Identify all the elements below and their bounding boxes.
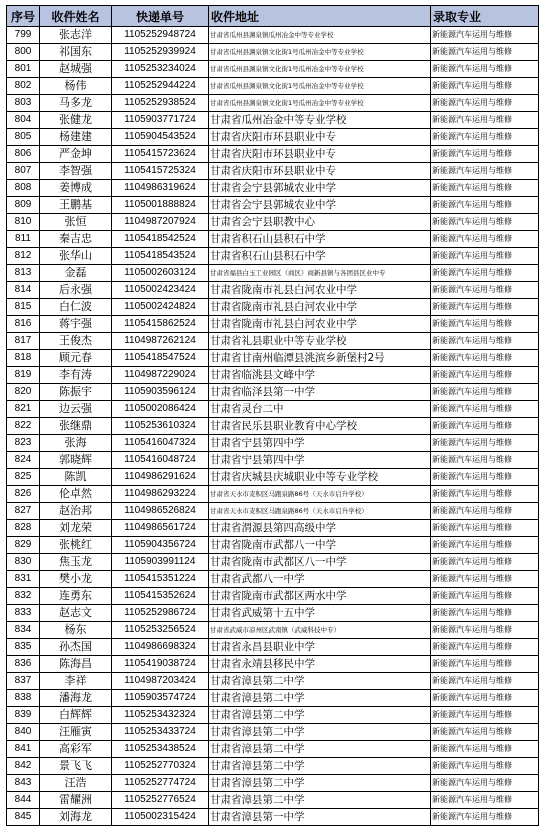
- recipient-address-cell: 甘肃省积石山县积石中学: [209, 248, 431, 265]
- table-row: [7, 418, 539, 435]
- recipient-name-cell: 赵城强: [40, 61, 112, 78]
- serial-number-cell: 823: [7, 435, 40, 452]
- table-row: [7, 44, 539, 61]
- recipient-name-cell: 李祥: [40, 673, 112, 690]
- recipient-address-cell: 甘肃省庆阳市环县职业中专: [209, 163, 431, 180]
- tracking-number-cell: 1105419038724: [112, 656, 209, 673]
- table-row: [7, 112, 539, 129]
- tracking-number-cell: 1105416047324: [112, 435, 209, 452]
- admitted-major-cell: 新能源汽车运用与维修: [431, 248, 539, 265]
- table-row: [7, 163, 539, 180]
- recipient-address-cell: 甘肃省民乐县职业教育中心学校: [209, 418, 431, 435]
- table-row: [7, 520, 539, 537]
- admitted-major-cell: 新能源汽车运用与维修: [431, 129, 539, 146]
- table-row: [7, 741, 539, 758]
- admitted-major-cell: 新能源汽车运用与维修: [431, 61, 539, 78]
- tracking-number-cell: 1105253234024: [112, 61, 209, 78]
- table-row: [7, 537, 539, 554]
- admitted-major-cell: 新能源汽车运用与维修: [431, 809, 539, 826]
- table-row: [7, 95, 539, 112]
- tracking-number-cell: 1105903771724: [112, 112, 209, 129]
- table-row: [7, 554, 539, 571]
- admitted-major-cell: 新能源汽车运用与维修: [431, 673, 539, 690]
- serial-number-cell: 836: [7, 656, 40, 673]
- serial-number-cell: 821: [7, 401, 40, 418]
- serial-number-cell: 837: [7, 673, 40, 690]
- tracking-number-cell: 1105252939924: [112, 44, 209, 61]
- serial-number-cell: 815: [7, 299, 40, 316]
- tracking-number-cell: 1104987207924: [112, 214, 209, 231]
- admitted-major-cell: 新能源汽车运用与维修: [431, 316, 539, 333]
- table-row: [7, 248, 539, 265]
- recipient-address-cell: 甘肃省会宁县郭城农业中学: [209, 197, 431, 214]
- table-row: [7, 639, 539, 656]
- serial-number-cell: 845: [7, 809, 40, 826]
- admitted-major-cell: 新能源汽车运用与维修: [431, 112, 539, 129]
- header-recipient-name: 收件姓名: [40, 6, 112, 27]
- admitted-major-cell: 新能源汽车运用与维修: [431, 622, 539, 639]
- tracking-number-cell: 1105002424824: [112, 299, 209, 316]
- table-row: [7, 333, 539, 350]
- serial-number-cell: 800: [7, 44, 40, 61]
- tracking-number-cell: 1105252944224: [112, 78, 209, 95]
- serial-number-cell: 808: [7, 180, 40, 197]
- document-page: [6, 5, 539, 826]
- tracking-number-cell: 1104986319624: [112, 180, 209, 197]
- table-row: [7, 622, 539, 639]
- recipient-name-cell: 张志洋: [40, 27, 112, 44]
- admitted-major-cell: 新能源汽车运用与维修: [431, 78, 539, 95]
- admitted-major-cell: 新能源汽车运用与维修: [431, 44, 539, 61]
- table-row: [7, 758, 539, 775]
- recipient-name-cell: 边云强: [40, 401, 112, 418]
- tracking-number-cell: 1105253433724: [112, 724, 209, 741]
- tracking-number-cell: 1105252770324: [112, 758, 209, 775]
- serial-number-cell: 818: [7, 350, 40, 367]
- recipient-name-cell: 潘海龙: [40, 690, 112, 707]
- tracking-number-cell: 1105002086424: [112, 401, 209, 418]
- admitted-major-cell: 新能源汽车运用与维修: [431, 384, 539, 401]
- recipient-address-cell: 甘肃省宁县第四中学: [209, 435, 431, 452]
- serial-number-cell: 819: [7, 367, 40, 384]
- tracking-number-cell: 1104987229024: [112, 367, 209, 384]
- recipient-name-cell: 顾元春: [40, 350, 112, 367]
- recipient-address-cell: 甘肃省漳县第一中学: [209, 809, 431, 826]
- admitted-major-cell: 新能源汽车运用与维修: [431, 775, 539, 792]
- serial-number-cell: 844: [7, 792, 40, 809]
- table-row: [7, 690, 539, 707]
- table-row: [7, 656, 539, 673]
- recipient-name-cell: 杨东: [40, 622, 112, 639]
- recipient-address-cell: 甘肃省临泽县第一中学: [209, 384, 431, 401]
- recipient-address-cell: 甘肃省瓜州县渊泉镇文化街1号瓜州冶金中等专业学校: [209, 44, 431, 61]
- recipient-address-cell: 甘肃省瓜州县渊泉镇瓜州冶金中等专业学校: [209, 27, 431, 44]
- serial-number-cell: 826: [7, 486, 40, 503]
- table-row: [7, 775, 539, 792]
- recipient-name-cell: 白辉辉: [40, 707, 112, 724]
- recipient-address-cell: 甘肃省永昌县职业中学: [209, 639, 431, 656]
- recipient-address-cell: 甘肃省福县白玉工业园区（商区）商新县镇与各团县区业中专: [209, 265, 431, 282]
- tracking-number-cell: 1105253438524: [112, 741, 209, 758]
- admitted-major-cell: 新能源汽车运用与维修: [431, 707, 539, 724]
- recipient-name-cell: 陈凯: [40, 469, 112, 486]
- recipient-name-cell: 郭晓辉: [40, 452, 112, 469]
- recipient-address-cell: 甘肃省宁县第四中学: [209, 452, 431, 469]
- recipient-address-cell: 甘肃省永靖县移民中学: [209, 656, 431, 673]
- admitted-major-cell: 新能源汽车运用与维修: [431, 571, 539, 588]
- serial-number-cell: 805: [7, 129, 40, 146]
- table-header: [7, 6, 539, 27]
- recipient-address-cell: 甘肃省陇南市礼县白河农业中学: [209, 316, 431, 333]
- serial-number-cell: 810: [7, 214, 40, 231]
- recipient-address-cell: 甘肃省陇南市礼县白河农业中学: [209, 299, 431, 316]
- admitted-major-cell: 新能源汽车运用与维修: [431, 724, 539, 741]
- admitted-major-cell: 新能源汽车运用与维修: [431, 639, 539, 656]
- recipient-name-cell: 刘龙荣: [40, 520, 112, 537]
- serial-number-cell: 814: [7, 282, 40, 299]
- header-recipient-address: 收件地址: [209, 6, 431, 27]
- admitted-major-cell: 新能源汽车运用与维修: [431, 486, 539, 503]
- admitted-major-cell: 新能源汽车运用与维修: [431, 605, 539, 622]
- recipient-name-cell: 严金坤: [40, 146, 112, 163]
- recipient-name-cell: 张恒: [40, 214, 112, 231]
- tracking-number-cell: 1104987262124: [112, 333, 209, 350]
- admitted-major-cell: 新能源汽车运用与维修: [431, 350, 539, 367]
- admitted-major-cell: 新能源汽车运用与维修: [431, 792, 539, 809]
- admitted-major-cell: 新能源汽车运用与维修: [431, 741, 539, 758]
- table-row: [7, 571, 539, 588]
- admitted-major-cell: 新能源汽车运用与维修: [431, 588, 539, 605]
- tracking-number-cell: 1105253432324: [112, 707, 209, 724]
- admitted-major-cell: 新能源汽车运用与维修: [431, 333, 539, 350]
- admitted-major-cell: 新能源汽车运用与维修: [431, 401, 539, 418]
- tracking-number-cell: 1105252776524: [112, 792, 209, 809]
- admitted-major-cell: 新能源汽车运用与维修: [431, 163, 539, 180]
- serial-number-cell: 803: [7, 95, 40, 112]
- recipient-address-cell: 甘肃省武威市凉州区武南镇（武威科技中专）: [209, 622, 431, 639]
- tracking-number-cell: 1105418547524: [112, 350, 209, 367]
- admitted-major-cell: 新能源汽车运用与维修: [431, 758, 539, 775]
- recipient-name-cell: 樊小龙: [40, 571, 112, 588]
- recipient-name-cell: 张健龙: [40, 112, 112, 129]
- recipient-address-cell: 甘肃省武威第十五中学: [209, 605, 431, 622]
- table-row: [7, 384, 539, 401]
- admitted-major-cell: 新能源汽车运用与维修: [431, 367, 539, 384]
- table-row: [7, 61, 539, 78]
- recipient-name-cell: 金磊: [40, 265, 112, 282]
- admitted-major-cell: 新能源汽车运用与维修: [431, 656, 539, 673]
- tracking-number-cell: 1104987203424: [112, 673, 209, 690]
- admitted-major-cell: 新能源汽车运用与维修: [431, 520, 539, 537]
- admitted-major-cell: 新能源汽车运用与维修: [431, 197, 539, 214]
- serial-number-cell: 812: [7, 248, 40, 265]
- serial-number-cell: 806: [7, 146, 40, 163]
- serial-number-cell: 822: [7, 418, 40, 435]
- table-row: [7, 299, 539, 316]
- serial-number-cell: 833: [7, 605, 40, 622]
- table-row: [7, 146, 539, 163]
- serial-number-cell: 832: [7, 588, 40, 605]
- tracking-number-cell: 1105904356724: [112, 537, 209, 554]
- tracking-number-cell: 1105904543524: [112, 129, 209, 146]
- recipient-name-cell: 雷耀洲: [40, 792, 112, 809]
- serial-number-cell: 841: [7, 741, 40, 758]
- table-row: [7, 435, 539, 452]
- recipient-name-cell: 杨建建: [40, 129, 112, 146]
- recipient-address-cell: 甘肃省礼县职业中等专业学校: [209, 333, 431, 350]
- tracking-number-cell: 1105002315424: [112, 809, 209, 826]
- serial-number-cell: 807: [7, 163, 40, 180]
- table-row: [7, 673, 539, 690]
- recipient-address-cell: 甘肃省漳县第二中学: [209, 724, 431, 741]
- tracking-number-cell: 1105253256524: [112, 622, 209, 639]
- recipient-address-cell: 甘肃省瓜州冶金中等专业学校: [209, 112, 431, 129]
- serial-number-cell: 839: [7, 707, 40, 724]
- serial-number-cell: 830: [7, 554, 40, 571]
- recipient-address-cell: 甘肃省渭源县第四高级中学: [209, 520, 431, 537]
- admitted-major-cell: 新能源汽车运用与维修: [431, 282, 539, 299]
- recipient-name-cell: 王鹏基: [40, 197, 112, 214]
- recipient-name-cell: 李智强: [40, 163, 112, 180]
- serial-number-cell: 834: [7, 622, 40, 639]
- table-row: [7, 316, 539, 333]
- admitted-major-cell: 新能源汽车运用与维修: [431, 265, 539, 282]
- tracking-number-cell: 1105252938524: [112, 95, 209, 112]
- recipient-address-cell: 甘肃省临洮县文峰中学: [209, 367, 431, 384]
- table-row: [7, 129, 539, 146]
- serial-number-cell: 825: [7, 469, 40, 486]
- header-tracking-number: 快递单号: [112, 6, 209, 27]
- recipient-name-cell: 杨伟: [40, 78, 112, 95]
- admitted-major-cell: 新能源汽车运用与维修: [431, 452, 539, 469]
- table-row: [7, 282, 539, 299]
- serial-number-cell: 838: [7, 690, 40, 707]
- admitted-major-cell: 新能源汽车运用与维修: [431, 146, 539, 163]
- tracking-number-cell: 1105002423424: [112, 282, 209, 299]
- serial-number-cell: 829: [7, 537, 40, 554]
- recipient-name-cell: 马多龙: [40, 95, 112, 112]
- recipient-address-cell: 甘肃省漳县第二中学: [209, 707, 431, 724]
- table-row: [7, 503, 539, 520]
- tracking-number-cell: 1104986561724: [112, 520, 209, 537]
- recipient-name-cell: 张华山: [40, 248, 112, 265]
- serial-number-cell: 824: [7, 452, 40, 469]
- serial-number-cell: 827: [7, 503, 40, 520]
- serial-number-cell: 820: [7, 384, 40, 401]
- tracking-number-cell: 1105418543524: [112, 248, 209, 265]
- table-row: [7, 214, 539, 231]
- tracking-number-cell: 1105415862524: [112, 316, 209, 333]
- recipient-name-cell: 刘海龙: [40, 809, 112, 826]
- recipient-address-cell: 甘肃省瓜州县渊泉镇文化街1号瓜州冶金中等专业学校: [209, 78, 431, 95]
- admitted-major-cell: 新能源汽车运用与维修: [431, 95, 539, 112]
- tracking-number-cell: 1105002603124: [112, 265, 209, 282]
- tracking-number-cell: 1105252948724: [112, 27, 209, 44]
- recipient-address-cell: 甘肃省漳县第二中学: [209, 792, 431, 809]
- table-row: [7, 197, 539, 214]
- recipient-name-cell: 高彩军: [40, 741, 112, 758]
- table-row: [7, 469, 539, 486]
- tracking-number-cell: 1105903991124: [112, 554, 209, 571]
- serial-number-cell: 816: [7, 316, 40, 333]
- tracking-number-cell: 1105416048724: [112, 452, 209, 469]
- serial-number-cell: 801: [7, 61, 40, 78]
- recipient-name-cell: 赵志文: [40, 605, 112, 622]
- tracking-number-cell: 1105415723624: [112, 146, 209, 163]
- admitted-major-cell: 新能源汽车运用与维修: [431, 554, 539, 571]
- tracking-number-cell: 1105415352624: [112, 588, 209, 605]
- table-row: [7, 27, 539, 44]
- recipient-address-cell: 甘肃省陇南市礼县白河农业中学: [209, 282, 431, 299]
- recipient-address-cell: 甘肃省瓜州县渊泉镇文化街1号瓜州冶金中等专业学校: [209, 95, 431, 112]
- recipient-address-cell: 甘肃省天水市麦积区马跑泉路86号（天水市启升学校）: [209, 503, 431, 520]
- recipient-name-cell: 秦吉忠: [40, 231, 112, 248]
- recipient-address-cell: 甘肃省漳县第二中学: [209, 673, 431, 690]
- table-row: [7, 588, 539, 605]
- tracking-number-cell: 1105415351224: [112, 571, 209, 588]
- serial-number-cell: 843: [7, 775, 40, 792]
- admitted-major-cell: 新能源汽车运用与维修: [431, 537, 539, 554]
- table-row: [7, 265, 539, 282]
- table-row: [7, 707, 539, 724]
- admitted-major-cell: 新能源汽车运用与维修: [431, 503, 539, 520]
- recipient-address-cell: 甘肃省天水市麦积区马跑泉路86号（天水市启升学校）: [209, 486, 431, 503]
- serial-number-cell: 813: [7, 265, 40, 282]
- table-body: [7, 27, 539, 826]
- serial-number-cell: 828: [7, 520, 40, 537]
- tracking-number-cell: 1104986526824: [112, 503, 209, 520]
- table-row: [7, 724, 539, 741]
- tracking-number-cell: 1104986698324: [112, 639, 209, 656]
- admitted-major-cell: 新能源汽车运用与维修: [431, 469, 539, 486]
- tracking-number-cell: 1105252774724: [112, 775, 209, 792]
- table-row: [7, 486, 539, 503]
- recipient-name-cell: 伦卓然: [40, 486, 112, 503]
- recipient-name-cell: 赵治邦: [40, 503, 112, 520]
- recipient-address-cell: 甘肃省庆阳市环县职业中专: [209, 129, 431, 146]
- serial-number-cell: 817: [7, 333, 40, 350]
- serial-number-cell: 804: [7, 112, 40, 129]
- table-row: [7, 367, 539, 384]
- recipient-address-cell: 甘肃省漳县第二中学: [209, 690, 431, 707]
- recipient-name-cell: 孙杰国: [40, 639, 112, 656]
- header-row: [7, 6, 539, 27]
- recipient-address-cell: 甘肃省武都八一中学: [209, 571, 431, 588]
- recipient-name-cell: 祁国东: [40, 44, 112, 61]
- header-admitted-major: 录取专业: [431, 6, 539, 27]
- recipient-address-cell: 甘肃省灵台二中: [209, 401, 431, 418]
- table-row: [7, 350, 539, 367]
- serial-number-cell: 809: [7, 197, 40, 214]
- header-serial-number: 序号: [7, 6, 40, 27]
- recipient-address-cell: 甘肃省会宁县职教中心: [209, 214, 431, 231]
- admitted-major-cell: 新能源汽车运用与维修: [431, 180, 539, 197]
- table-row: [7, 452, 539, 469]
- tracking-number-cell: 1105903574724: [112, 690, 209, 707]
- recipient-name-cell: 汪雁寅: [40, 724, 112, 741]
- recipient-name-cell: 后永强: [40, 282, 112, 299]
- recipient-name-cell: 姜博成: [40, 180, 112, 197]
- tracking-number-cell: 1105253610324: [112, 418, 209, 435]
- recipient-name-cell: 焦玉龙: [40, 554, 112, 571]
- tracking-number-cell: 1105415725324: [112, 163, 209, 180]
- recipient-name-cell: 蒋宇强: [40, 316, 112, 333]
- tracking-number-cell: 1105252986724: [112, 605, 209, 622]
- recipient-name-cell: 陈海昌: [40, 656, 112, 673]
- recipient-name-cell: 李有涛: [40, 367, 112, 384]
- serial-number-cell: 831: [7, 571, 40, 588]
- table-row: [7, 809, 539, 826]
- recipient-name-cell: 张桃红: [40, 537, 112, 554]
- admitted-major-cell: 新能源汽车运用与维修: [431, 418, 539, 435]
- serial-number-cell: 840: [7, 724, 40, 741]
- recipient-address-cell: 甘肃省瓜州县渊泉镇文化街1号瓜州冶金中等专业学校: [209, 61, 431, 78]
- table-row: [7, 180, 539, 197]
- tracking-number-cell: 1105418542524: [112, 231, 209, 248]
- recipient-name-cell: 张海: [40, 435, 112, 452]
- recipient-address-cell: 甘肃省会宁县郭城农业中学: [209, 180, 431, 197]
- recipient-address-cell: 甘肃省漳县第二中学: [209, 775, 431, 792]
- recipient-address-cell: 甘肃省陇南市武都区两水中学: [209, 588, 431, 605]
- serial-number-cell: 802: [7, 78, 40, 95]
- recipient-name-cell: 张继鼎: [40, 418, 112, 435]
- recipient-name-cell: 王俊杰: [40, 333, 112, 350]
- serial-number-cell: 811: [7, 231, 40, 248]
- tracking-number-cell: 1104986293224: [112, 486, 209, 503]
- admitted-major-cell: 新能源汽车运用与维修: [431, 27, 539, 44]
- serial-number-cell: 799: [7, 27, 40, 44]
- table-row: [7, 605, 539, 622]
- table-row: [7, 401, 539, 418]
- admitted-major-cell: 新能源汽车运用与维修: [431, 214, 539, 231]
- tracking-number-cell: 1105903596124: [112, 384, 209, 401]
- serial-number-cell: 835: [7, 639, 40, 656]
- admission-table: [6, 5, 539, 826]
- recipient-address-cell: 甘肃省漳县第二中学: [209, 758, 431, 775]
- recipient-name-cell: 陈振宇: [40, 384, 112, 401]
- admitted-major-cell: 新能源汽车运用与维修: [431, 690, 539, 707]
- table-row: [7, 231, 539, 248]
- table-row: [7, 78, 539, 95]
- admitted-major-cell: 新能源汽车运用与维修: [431, 231, 539, 248]
- recipient-name-cell: 汪浩: [40, 775, 112, 792]
- recipient-name-cell: 连勇东: [40, 588, 112, 605]
- recipient-address-cell: 甘肃省陇南市武都八一中学: [209, 537, 431, 554]
- recipient-name-cell: 白仁波: [40, 299, 112, 316]
- recipient-address-cell: 甘肃省积石山县积石中学: [209, 231, 431, 248]
- recipient-address-cell: 甘肃省庆城县庆城职业中等专业学校: [209, 469, 431, 486]
- table-row: [7, 792, 539, 809]
- tracking-number-cell: 1104986291624: [112, 469, 209, 486]
- admitted-major-cell: 新能源汽车运用与维修: [431, 299, 539, 316]
- serial-number-cell: 842: [7, 758, 40, 775]
- recipient-address-cell: 甘肃省漳县第二中学: [209, 741, 431, 758]
- recipient-address-cell: 甘肃省陇南市武都区八一中学: [209, 554, 431, 571]
- admitted-major-cell: 新能源汽车运用与维修: [431, 435, 539, 452]
- recipient-address-cell: 甘肃省庆阳市环县职业中专: [209, 146, 431, 163]
- recipient-name-cell: 景飞飞: [40, 758, 112, 775]
- tracking-number-cell: 1105001888824: [112, 197, 209, 214]
- recipient-address-cell: 甘肃省甘南州临潭县洮滨乡新堡村2号: [209, 350, 431, 367]
